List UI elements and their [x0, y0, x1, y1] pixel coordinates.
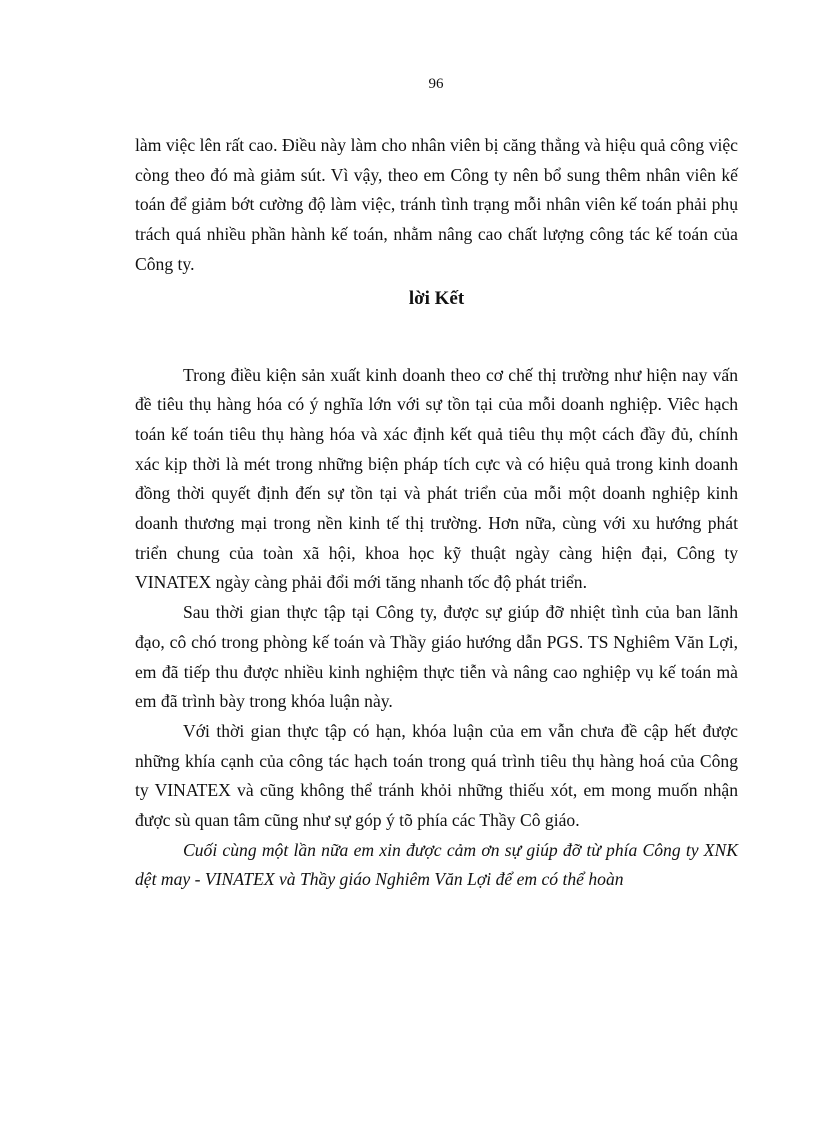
section-heading: lời Kết [408, 287, 465, 309]
paragraph-intro: làm việc lên rất cao. Điều này làm cho nhân viên bị căng thẳng và hiệu quả công việc còng theo đó mà giảm sút. Vì vậy, theo em Công ty nên bổ sung thêm nhân viên kế toán để giảm bớt cường độ làm việc, tránh tình trạng mỗi nhân viên kế toán phải phụ trách quá nhiều phần hành kế toán, nhằm nâng cao chất lượng công tác kế toán của Công ty. [135, 135, 738, 274]
paragraph-2: Sau thời gian thực tập tại Công ty, được sự giúp đỡ nhiệt tình của ban lãnh đạo, cô chó trong phòng kế toán và Thầy giáo hướng dẫn PGS. TS Nghiêm Văn Lợi, em đã tiếp thu được nhiều kinh nghiệm thực tiễn và nâng cao nghiệp vụ kế toán mà em đã trình bày trong khóa luận này. [135, 602, 738, 712]
page-number: 96 [428, 76, 444, 92]
paragraph-3: Với thời gian thực tập có hạn, khóa luận của em vẫn chưa đề cập hết được những khía cạnh của công tác hạch toán trong quá trình tiêu thụ hàng hoá của Công ty VINATEX và cũng không thể tránh khỏi những thiếu xót, em mong muốn nhận được sù quan tâm cũng như sự góp ý tõ phía các Thầy Cô giáo. [135, 720, 738, 831]
document-body [135, 131, 738, 895]
paragraph-closing: Cuối cùng một lần nữa em xin được cảm ơn sự giúp đỡ từ phía Công ty XNK dệt may - VINATEX và Thầy giáo Nghiêm Văn Lợi để em có thể hoàn [135, 839, 738, 890]
paragraph-1: Trong điều kiện sản xuất kinh doanh theo cơ chế thị trường như hiện nay vấn đề tiêu thụ hàng hóa có ý nghĩa lớn với sự tồn tại của mỗi doanh nghiệp. Viêc hạch toán kế toán tiêu thụ hàng hóa và xác định kết quả tiêu thụ một cách đầy đủ, chính xác kịp thời là mét trong những biện pháp tích cực và có hiệu quả trong kinh doanh đồng thời quyết định đến sự tồn tại và phát triển của mỗi một doanh nghiệp kinh doanh thương mại trong nền kinh tế thị trường. Hơn nữa, cùng với xu hướng phát triển chung của toàn xã hội, khoa học kỹ thuật ngày càng hiện đại, Công ty VINATEX ngày càng phải đổi mới tăng nhanh tốc độ phát triển. [135, 364, 738, 593]
